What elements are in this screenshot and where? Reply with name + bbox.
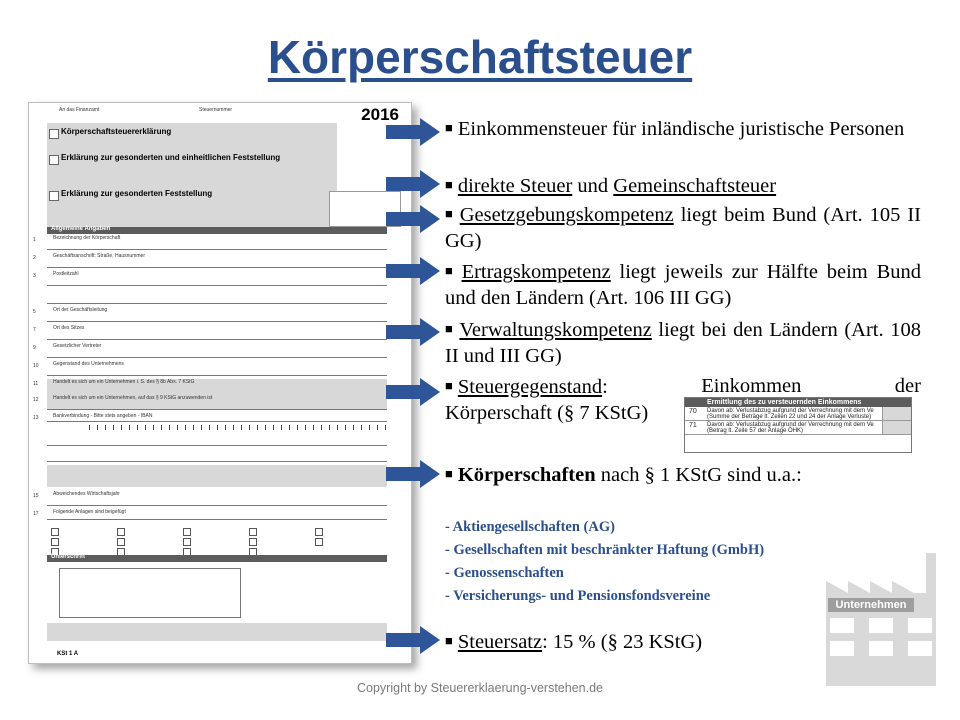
bullet-keyword: Gesetzgebungskompetenz (459, 204, 674, 226)
form-finanzamt-label: An das Finanzamt (59, 107, 100, 113)
einkommen-table-row (685, 421, 911, 435)
form-row (47, 235, 387, 250)
arrow-right-icon (386, 626, 440, 654)
list-item: - Genossenschaften (445, 565, 564, 581)
form-year: 2016 (361, 105, 399, 124)
arrow-right-icon (386, 378, 440, 406)
form-row-number: 1 (33, 237, 36, 243)
bullet-text: liegt bei den Ländern (Art. 108 II und III GG) (445, 319, 922, 367)
form-row (47, 509, 387, 520)
form-row (47, 413, 387, 422)
form-row-label: Geschäftsanschrift: Straße, Hausnummer (53, 253, 145, 259)
form-section-allgemein (47, 227, 387, 234)
arrow-right-icon (386, 205, 440, 233)
bullet-keyword: Ertragskompetenz (461, 261, 611, 283)
form-code: KSt 1 A (57, 651, 79, 657)
form-row-number: 9 (33, 345, 36, 351)
bullet-text: nach § 1 KStG sind u.a.: (595, 464, 802, 486)
copyright-text: Copyright by Steuererklaerung-verstehen.de (357, 681, 603, 695)
form-row-label: Gesetzlicher Vertreter (53, 343, 102, 349)
form-row-label: Bankverbindung - Bitte stets angeben - IBAN (53, 413, 153, 419)
form-row (47, 253, 387, 268)
form-checkbox (49, 191, 59, 201)
form-row-number: 11 (33, 381, 39, 387)
form-grey-band (47, 623, 387, 641)
form-row-number: 15 (33, 493, 39, 499)
form-row-label: Gegenstand des Unternehmens (53, 361, 124, 367)
bullet-text: und (572, 175, 614, 197)
form-checkbox-row (51, 533, 391, 540)
bullet-square-icon: ■ (445, 321, 455, 336)
page-title: Körperschaftsteuer (267, 31, 693, 83)
bullet-square-icon: ■ (445, 466, 453, 481)
list-item: - Versicherungs- und Pensionsfondsvereine (445, 588, 711, 604)
form-steuernummer-label: Steuernummer (199, 107, 233, 113)
form-iban-ticks (89, 425, 389, 430)
form-row (47, 271, 387, 286)
form-row-label: Ort des Sitzes (53, 325, 85, 331)
form-row-label: Ort der Geschäftsleitung (53, 307, 108, 313)
bullet-text: liegt jeweils zur Hälfte beim Bund und den Ländern (Art. 106 III GG) (445, 261, 921, 309)
form-row-label: Handelt es sich um ein Unternehmen i. S. des § 8b Abs. 7 KStG (53, 379, 195, 385)
bullet-item-4 (445, 258, 921, 311)
bullet-keyword: direkte Steuer (457, 175, 573, 197)
form-checkbox (49, 155, 59, 165)
form-heading-1: Körperschaftsteuererklärung (61, 127, 172, 136)
koerperschaften-list (445, 516, 764, 608)
arrow-right-icon (386, 118, 440, 146)
bullet-square-icon: ■ (445, 378, 453, 393)
einkommen-table-excerpt (684, 397, 912, 453)
form-row (47, 379, 387, 393)
form-checkbox-row (51, 523, 391, 530)
form-row (47, 307, 387, 322)
einkommen-table-row (685, 407, 911, 421)
list-item: - Gesellschaften mit beschränkter Haftung (GmbH) (445, 542, 765, 558)
form-row-number: 5 (33, 309, 36, 315)
form-row-label: Abweichendes Wirtschaftsjahr (53, 491, 120, 497)
form-row (47, 449, 387, 462)
bullet-text: liegt beim Bund (Art. 105 II GG) (445, 204, 921, 252)
bullet-item-1 (445, 115, 921, 142)
einkommen-row-label: Davon ab: Verlustabzug aufgrund der Verrechnung mit dem Ve (Betrag lt. Zeile 57 der Anlage ÖHK) (707, 422, 874, 434)
form-row (47, 289, 387, 304)
form-heading-block (47, 123, 337, 231)
bullet-keyword: Verwaltungskompetenz (459, 319, 652, 341)
form-row-label: Postleitzahl (53, 271, 79, 277)
einkommen-row-label: Davon ab: Verlustabzug aufgrund der Verrechnung mit dem Ve (Summe der Beträge lt. Zeilen 22 und 24 der Anlage Verluste) (707, 408, 874, 420)
form-row-number: 17 (33, 511, 39, 517)
form-heading-2: Erklärung zur gesonderten und einheitlichen Feststellung (61, 153, 281, 162)
form-checkbox-row (51, 543, 391, 550)
einkommen-row-number: 71 (689, 422, 697, 429)
arrow-right-icon (386, 318, 440, 346)
form-row (47, 395, 387, 410)
arrow-right-icon (386, 460, 440, 488)
bullet-text: : (602, 376, 608, 398)
form-heading-3: Erklärung zur gesonderten Feststellung (61, 189, 213, 198)
form-section-unterschrift-label: Unterschrift (51, 554, 86, 560)
form-row (47, 361, 387, 376)
bullet-keyword: Steuersatz (457, 631, 543, 653)
bullet-text: Einkommensteuer für inländische juristische Personen (457, 118, 905, 140)
bullet-square-icon: ■ (445, 263, 457, 278)
bullet-square-icon: ■ (445, 177, 453, 192)
form-row-number: 7 (33, 327, 36, 333)
form-row-number: 3 (33, 273, 36, 279)
form-row (47, 491, 387, 506)
bullet-keyword: Steuergegenstand (457, 376, 603, 398)
tax-form-image (28, 102, 412, 664)
bullet-text: : 15 % (§ 23 KStG) (542, 631, 703, 653)
list-item: - Aktiengesellschaften (AG) (445, 519, 615, 535)
bullet-item-5 (445, 316, 921, 369)
bullet-keyword: Körperschaften (457, 464, 596, 486)
form-row-label: Handelt es sich um ein Unternehmen, auf das § 9 KStG anzuwenden ist (53, 395, 213, 401)
bullet-square-icon: ■ (445, 206, 455, 221)
form-row (47, 433, 387, 446)
form-section-allgemein-label: Allgemeine Angaben (51, 226, 111, 232)
bullet-square-icon: ■ (445, 120, 453, 135)
bullet-item-7 (445, 461, 921, 488)
form-row (47, 343, 387, 358)
einkommen-table-header: Ermittlung des zu versteuernden Einkommens (685, 398, 911, 407)
form-row-number: 2 (33, 255, 36, 261)
factory-building-icon (826, 553, 936, 686)
building-label: Unternehmen (828, 598, 914, 612)
bullet-text: Körperschaft (§ 7 KStG) (445, 402, 649, 424)
bullet-text: Einkommen (701, 375, 802, 397)
arrow-right-icon (386, 170, 440, 198)
einkommen-row-number: 70 (689, 408, 697, 415)
form-row-number: 13 (33, 415, 39, 421)
form-row-number: 10 (33, 363, 39, 369)
form-checkbox (49, 129, 59, 139)
form-section-unterschrift (47, 555, 387, 562)
form-grey-band (47, 465, 387, 487)
arrow-right-icon (386, 257, 440, 285)
bullet-item-3 (445, 201, 921, 254)
form-signature-box (59, 568, 241, 618)
form-row-label: Folgende Anlagen sind beigefügt (53, 509, 126, 515)
bullet-item-2 (445, 172, 921, 199)
bullet-keyword: Gemeinschaftsteuer (613, 175, 777, 197)
bullet-text: der (894, 375, 921, 397)
form-row (47, 325, 387, 340)
form-row-label: Bezeichnung der Körperschaft (53, 235, 121, 241)
bullet-square-icon: ■ (445, 633, 453, 648)
form-row-number: 12 (33, 397, 39, 403)
